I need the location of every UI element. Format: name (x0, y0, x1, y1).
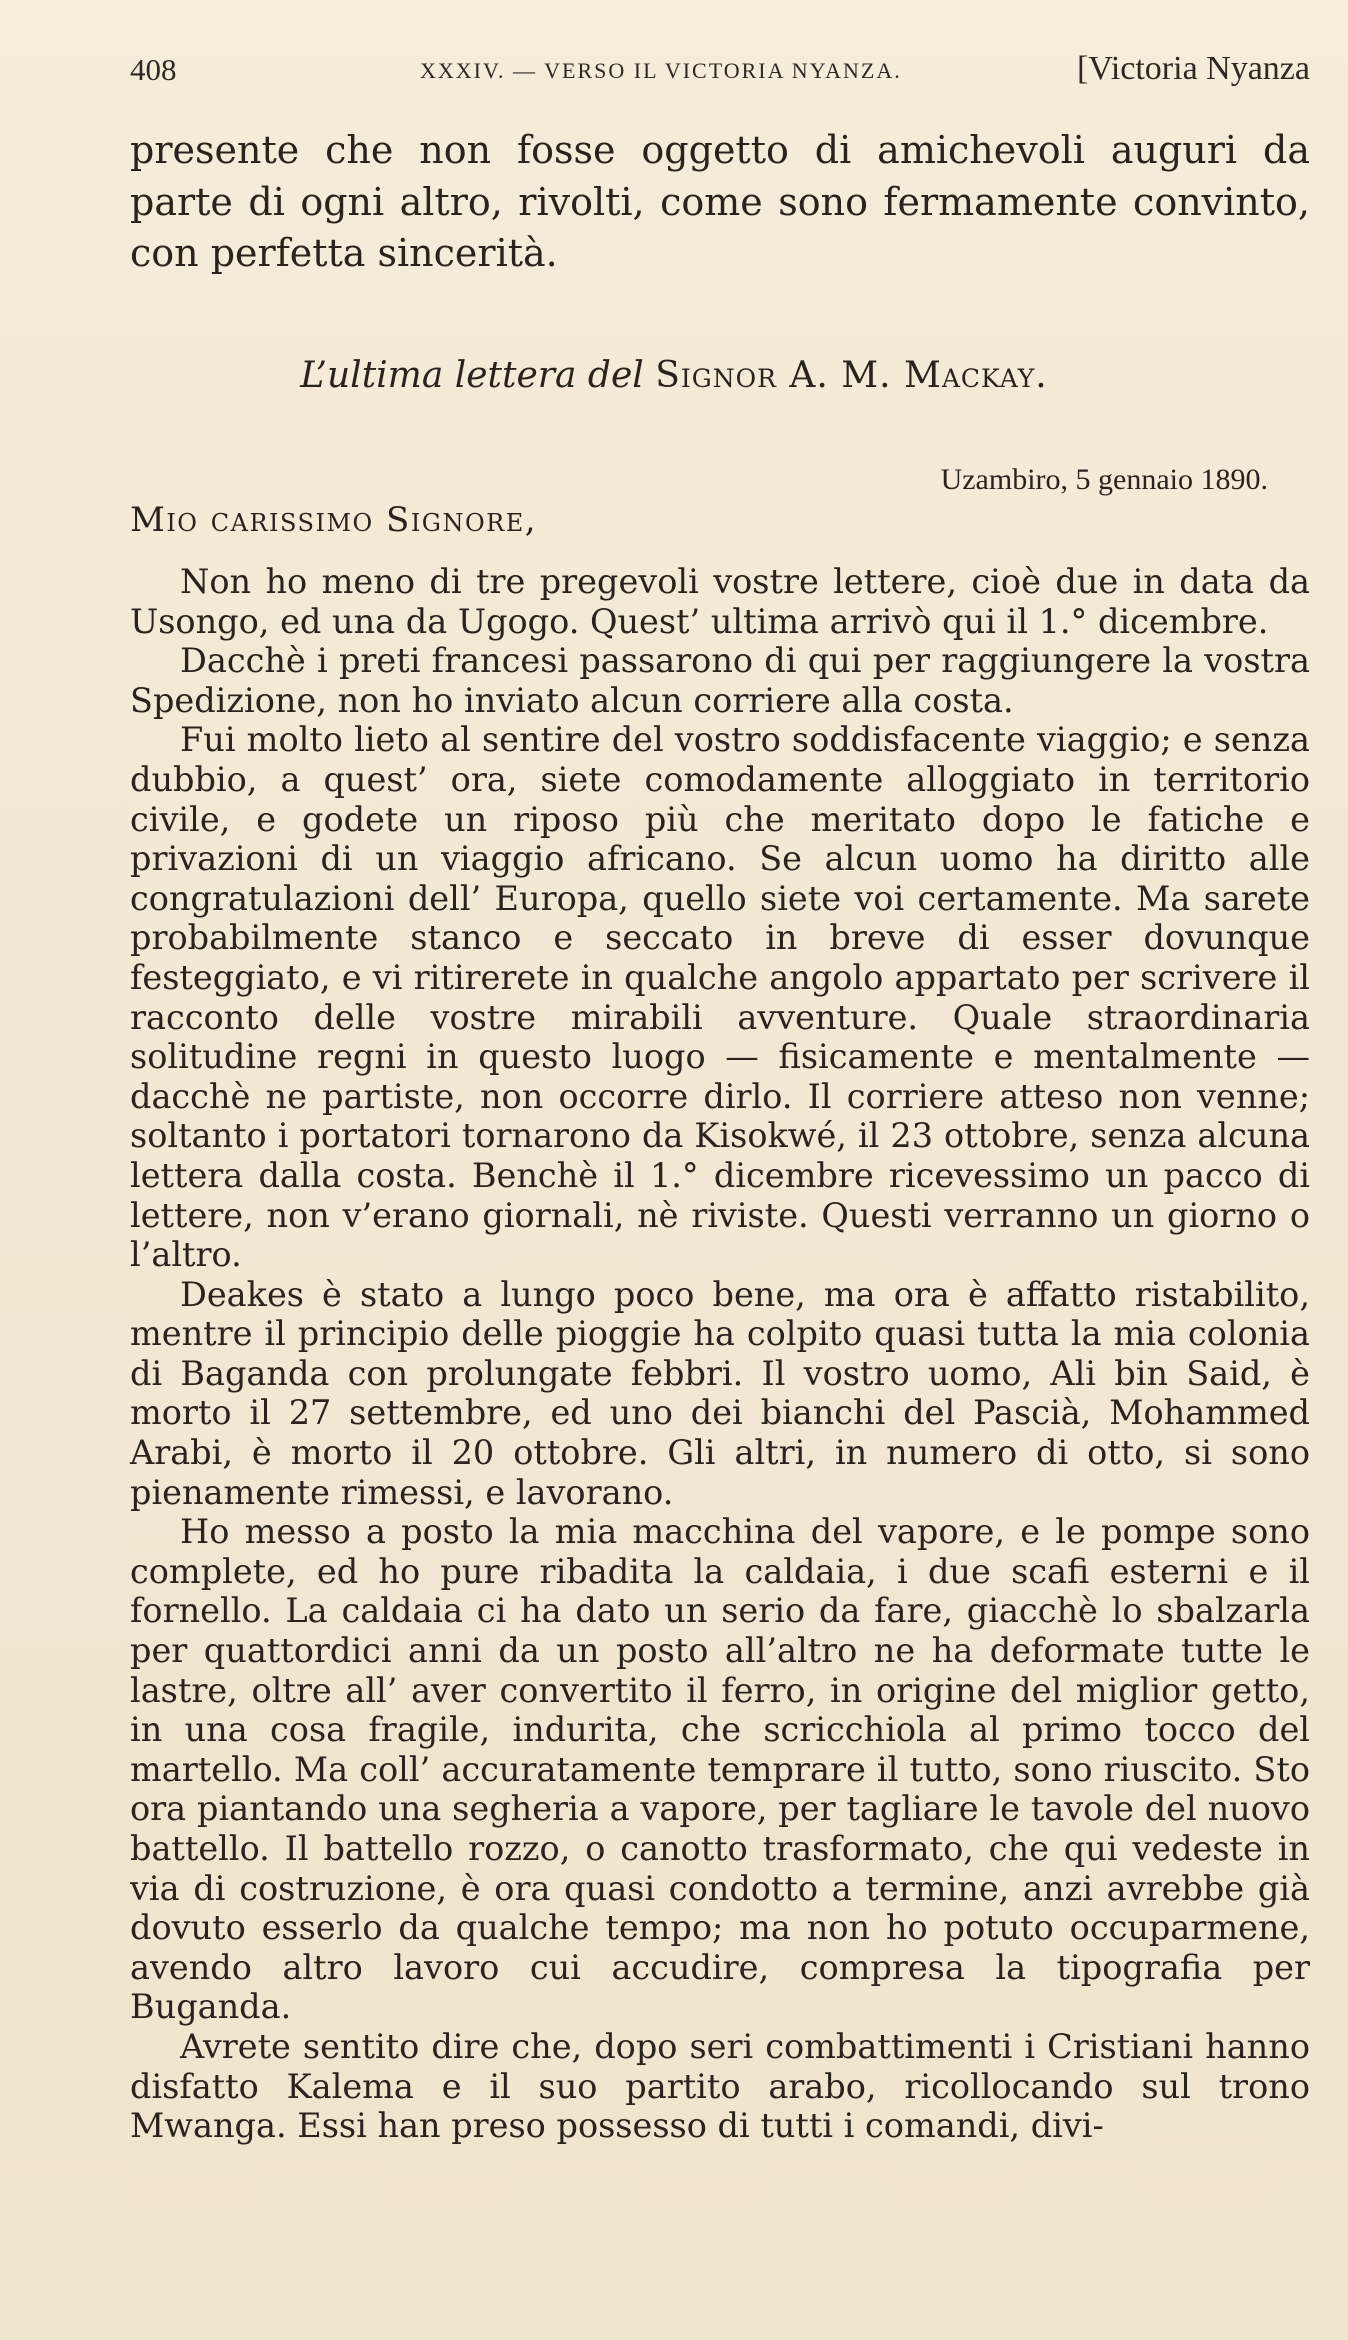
letter-paragraph: Deakes è stato a lungo poco bene, ma ora è affatto ristabilito, mentre il principio delle pioggie ha colpito quasi tutta la mia colonia di Baganda con prolungate febbri. Il vostro uomo, Ali bin Said, è morto il 27 settembre, ed uno dei bianchi del Pascià, Mohammed Arabi, è morto il 20 ottobre. Gli altri, in numero di otto, si sono pienamente rimessi, e lavorano. (130, 1274, 1310, 1512)
letter-paragraph: Dacchè i preti francesi passarono di qui per raggiungere la vostra Spedizione, non ho inviato alcun corriere alla costa. (130, 641, 1310, 720)
letter-title (0, 355, 1348, 396)
letter-paragraph: Avrete sentito dire che, dopo seri combattimenti i Cristiani hanno disfatto Kalema e il suo partito arabo, ricollocando sul trono Mwanga. Essi han preso possesso di tutti i comandi, divi- (130, 2026, 1310, 2146)
letter-paragraph: Ho messo a posto la mia macchina del vapore, e le pompe sono complete, ed ho pure ribadita la caldaia, i due scafi esterni e il fornello. La caldaia ci ha dato un serio da fare, giacchè lo sbalzarla per quattordici anni da un posto all’altro ne ha deformate tutte le lastre, oltre all’ aver convertito il ferro, in origine del miglior getto, in una cosa fragile, indurita, che scricchiola al primo tocco del martello. Ma coll’ accuratamente temprare il tutto, sono riuscito. Sto ora piantando una segheria a vapore, per tagliare le tavole del nuovo battello. Il battello rozzo, o canotto trasformato, che qui vedeste in via di costruzione, è ora quasi condotto a termine, anzi avrebbe già dovuto esserlo da qualche tempo; ma non ho potuto occuparmene, avendo altro lavoro cui accudire, compresa la tipografia per Buganda. (130, 1512, 1310, 2027)
letter-salutation: Mio carissimo Signore, (130, 500, 538, 540)
chapter-heading: XXXIV. — VERSO IL VICTORIA NYANZA. (420, 58, 902, 83)
letter-title-italic: L’ultima lettera del (300, 355, 644, 396)
continuation-paragraph: presente che non fosse oggetto di amichevoli auguri da parte di ogni altro, rivolti, come sono fermamente convinto, con perfetta sincerità. (130, 128, 1310, 275)
letter-paragraph: Fui molto lieto al sentire del vostro soddisfacente viaggio; e senza dubbio, a quest’ ora, siete comodamente alloggiato in territorio civile, e godete un riposo più che meritato dopo le fatiche e privazioni di un viaggio africano. Se alcun uomo ha diritto alle congratulazioni dell’ Europa, quello siete voi certamente. Ma sarete probabilmente stanco e seccato in breve di esser dovunque festeggiato, e vi ritirerete in qualche angolo appartato per scrivere il racconto delle vostre mirabili avventure. Quale straordinaria solitudine regni in questo luogo — fisicamente e mentalmente — dacchè ne partiste, non occorre dirlo. Il corriere atteso non venne; soltanto i portatori tornarono da Kisokwé, il 23 ottobre, senza alcuna lettera dalla costa. Benchè il 1.° dicembre ricevessimo un pacco di lettere, non v’erano giornali, nè riviste. Questi verranno un giorno o l’altro. (130, 720, 1310, 1275)
running-head (130, 52, 1310, 102)
page-number: 408 (130, 52, 177, 87)
letter-paragraph: Non ho meno di tre pregevoli vostre lettere, cioè due in data da Usongo, ed una da Ugogo. Quest’ ultima arrivò qui il 1.° dicembre. (130, 562, 1310, 641)
letter-body (130, 562, 1310, 2146)
letter-dateline: Uzambiro, 5 gennaio 1890. (940, 463, 1268, 496)
letter-title-name: Signor A. M. Mackay. (655, 355, 1048, 396)
section-marker: [Victoria Nyanza (1076, 50, 1310, 87)
